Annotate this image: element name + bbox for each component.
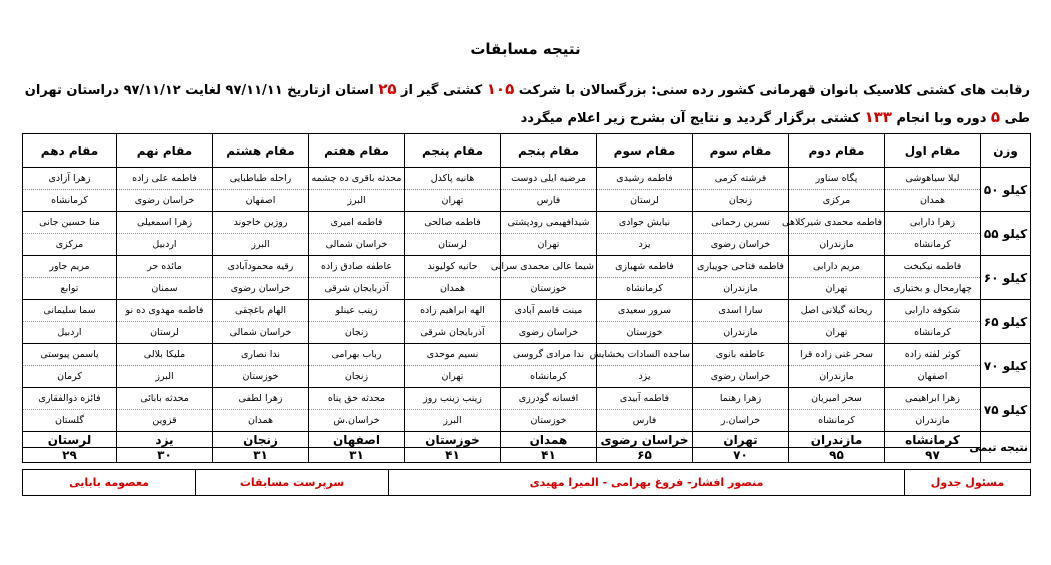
athlete-name: عاطفه صادق زاده — [309, 256, 405, 278]
athlete-province: البرز — [117, 366, 213, 388]
wrestler-count: ۱۰۵ — [486, 80, 515, 98]
weight-row-provinces — [23, 366, 1031, 388]
weight-class-label: کیلو ۷۵ — [981, 388, 1031, 432]
athlete-province: خراسان رضوی — [117, 190, 213, 212]
team-province: لرستان — [23, 432, 117, 448]
team-score: ۴۱ — [405, 448, 501, 463]
athlete-name: نیایش جوادی — [597, 212, 693, 234]
athlete-province: کرمانشاه — [885, 322, 981, 344]
intro-text-3: استان ازتاریخ ۹۷/۱۱/۱۱ لغایت ۹۷/۱۱/۱۲ دراستان تهران طی — [24, 83, 1030, 126]
athlete-province: تهران — [789, 322, 885, 344]
athlete-name: افسانه گودرزی — [501, 388, 597, 410]
athlete-name: زهرا لطفی — [213, 388, 309, 410]
athlete-name: لیلا سیاهوشی — [885, 168, 981, 190]
team-score: ۴۱ — [501, 448, 597, 463]
athlete-province: البرز — [405, 410, 501, 432]
column-header: مقام دهم — [23, 134, 117, 168]
athlete-province: خراسان رضوی — [693, 366, 789, 388]
athlete-name: ندا نصاری — [213, 344, 309, 366]
athlete-name: سرور سعیدی — [597, 300, 693, 322]
column-header: مقام سوم — [597, 134, 693, 168]
athlete-name: ریحانه گیلانی اصل — [789, 300, 885, 322]
table-officer-label: مسئول جدول — [905, 470, 1031, 496]
athlete-province: اردبیل — [23, 322, 117, 344]
athlete-name: فاطمه شهبازی — [597, 256, 693, 278]
athlete-province: خراسان.ر — [693, 410, 789, 432]
athlete-name: کوثر لفته زاده — [885, 344, 981, 366]
signature-table — [22, 469, 1031, 496]
team-result-label: نتیجه تیمی — [981, 432, 1031, 463]
athlete-name: شکوفه دارابی — [885, 300, 981, 322]
athlete-province: تهران — [405, 190, 501, 212]
athlete-province: خراسان رضوی — [501, 322, 597, 344]
weight-row-names — [23, 344, 1031, 366]
athlete-name: محدثه باقری ده چشمه — [309, 168, 405, 190]
athlete-name: رباب بهرامی — [309, 344, 405, 366]
column-header: مقام اول — [885, 134, 981, 168]
column-header: مقام سوم — [693, 134, 789, 168]
athlete-name: نسرین رحمانی — [693, 212, 789, 234]
athlete-name: زهرا ابراهیمی — [885, 388, 981, 410]
athlete-name: زهرا آزادی — [23, 168, 117, 190]
team-province: مازندران — [789, 432, 885, 448]
column-header: مقام پنجم — [501, 134, 597, 168]
weight-row-names — [23, 300, 1031, 322]
team-province: تهران — [693, 432, 789, 448]
athlete-province: کرمانشاه — [597, 278, 693, 300]
athlete-province: کرمانشاه — [501, 366, 597, 388]
athlete-province: مازندران — [885, 410, 981, 432]
athlete-province: توابع — [23, 278, 117, 300]
athlete-province: مازندران — [693, 322, 789, 344]
column-header: مقام هفتم — [309, 134, 405, 168]
athlete-province: تهران — [789, 278, 885, 300]
athlete-name: راحله طباطبایی — [213, 168, 309, 190]
athlete-province: زنجان — [693, 190, 789, 212]
athlete-name: زهرا رهنما — [693, 388, 789, 410]
athlete-name: ساجده السادات بخشایش — [597, 344, 693, 366]
column-header: وزن — [981, 134, 1031, 168]
athlete-province: مرکزی — [23, 234, 117, 256]
column-header: مقام دوم — [789, 134, 885, 168]
athlete-province: خوزستان — [213, 366, 309, 388]
athlete-name: سحر غنی زاده قرا — [789, 344, 885, 366]
team-province: همدان — [501, 432, 597, 448]
column-header: مقام هشتم — [213, 134, 309, 168]
weight-row-names — [23, 256, 1031, 278]
team-score: ۳۰ — [117, 448, 213, 463]
athlete-name: پگاه سناور — [789, 168, 885, 190]
athlete-province: تهران — [501, 234, 597, 256]
supervisor-name: معصومه بابایی — [23, 470, 196, 496]
athlete-province: تهران — [405, 366, 501, 388]
athlete-name: فاطمه صالحی — [405, 212, 501, 234]
athlete-province: قزوین — [117, 410, 213, 432]
athlete-name: مرضیه ایلی دوست — [501, 168, 597, 190]
athlete-province: خراسان شمالی — [309, 234, 405, 256]
weight-row-names — [23, 212, 1031, 234]
athlete-province: البرز — [309, 190, 405, 212]
athlete-province: اردبیل — [117, 234, 213, 256]
athlete-name: فرشته کرمی — [693, 168, 789, 190]
athlete-province: کرمانشاه — [789, 410, 885, 432]
athlete-name: زهرا دارابی — [885, 212, 981, 234]
athlete-name: روژین خاجوند — [213, 212, 309, 234]
intro-paragraph — [20, 76, 1030, 132]
team-score: ۳۱ — [309, 448, 405, 463]
athlete-province: آذربایجان شرقی — [405, 322, 501, 344]
athlete-province: خوزستان — [501, 410, 597, 432]
athlete-name: سارا اسدی — [693, 300, 789, 322]
weight-row-provinces — [23, 278, 1031, 300]
athlete-name: نسیم موحدی — [405, 344, 501, 366]
athlete-province: البرز — [213, 234, 309, 256]
athlete-name: ندا مرادی گروسی — [501, 344, 597, 366]
athlete-province: فارس — [597, 410, 693, 432]
intro-text-1: رقابت های کشتی کلاسیک بانوان قهرمانی کشور رده سنی: بزرگسالان با شرکت — [518, 83, 1030, 98]
athlete-province: خراسان شمالی — [213, 322, 309, 344]
weight-row-names — [23, 168, 1031, 190]
athlete-province: مازندران — [693, 278, 789, 300]
athlete-name: الهام باغچقی — [213, 300, 309, 322]
weight-row-names — [23, 388, 1031, 410]
athlete-name: شیدافهیمی رودپشتی — [501, 212, 597, 234]
athlete-province: مازندران — [789, 366, 885, 388]
team-provinces-row — [23, 432, 1031, 448]
athlete-name: فاطمه نیکبخت — [885, 256, 981, 278]
athlete-province: یزد — [597, 366, 693, 388]
athlete-name: محدثه حق پناه — [309, 388, 405, 410]
athlete-name: مینت قاسم آبادی — [501, 300, 597, 322]
athlete-province: لرستان — [405, 234, 501, 256]
header-row — [23, 134, 1031, 168]
athlete-province: آذربایجان شرقی — [309, 278, 405, 300]
athlete-name: مائده حر — [117, 256, 213, 278]
athlete-name: عاطفه بانوی — [693, 344, 789, 366]
round-count: ۵ — [990, 108, 1001, 126]
athlete-province: گلستان — [23, 410, 117, 432]
athlete-name: فائزه ذوالفقاری — [23, 388, 117, 410]
team-scores-row — [23, 448, 1031, 463]
team-province: کرمانشاه — [885, 432, 981, 448]
team-province: خراسان رضوی — [597, 432, 693, 448]
athlete-name: یاسمن پیوستی — [23, 344, 117, 366]
team-score: ۷۰ — [693, 448, 789, 463]
athlete-name: فاطمه آبیدی — [597, 388, 693, 410]
weight-class-label: کیلو ۵۰ — [981, 168, 1031, 212]
athlete-province: مازندران — [789, 234, 885, 256]
athlete-province: خراسان رضوی — [213, 278, 309, 300]
athlete-name: فاطمه امیری — [309, 212, 405, 234]
team-score: ۶۵ — [597, 448, 693, 463]
weight-class-label: کیلو ۷۰ — [981, 344, 1031, 388]
supervisor-label: سرپرست مسابقات — [196, 470, 389, 496]
athlete-name: منا حسین جانی — [23, 212, 117, 234]
athlete-name: هانیه پاکدل — [405, 168, 501, 190]
results-table — [22, 133, 1031, 463]
province-count: ۲۵ — [378, 80, 397, 98]
intro-text-5: کشتی برگزار گردید و نتایج آن بشرح زیر اعلام میگردد — [520, 111, 860, 126]
athlete-name: الهه ابراهیم زاده — [405, 300, 501, 322]
weight-row-provinces — [23, 322, 1031, 344]
athlete-name: سحر امیریان — [789, 388, 885, 410]
athlete-province: لرستان — [597, 190, 693, 212]
athlete-province: خوزستان — [597, 322, 693, 344]
weight-class-label: کیلو ۶۰ — [981, 256, 1031, 300]
athlete-name: فاطمه محمدی شیرکلاهی — [789, 212, 885, 234]
column-header: مقام نهم — [117, 134, 213, 168]
athlete-name: زینب عینلو — [309, 300, 405, 322]
team-province: زنجان — [213, 432, 309, 448]
athlete-province: اصفهان — [885, 366, 981, 388]
athlete-province: یزد — [597, 234, 693, 256]
weight-row-provinces — [23, 190, 1031, 212]
athlete-province: کرمانشاه — [885, 234, 981, 256]
athlete-province: اصفهان — [213, 190, 309, 212]
athlete-name: مریم دارابی — [789, 256, 885, 278]
athlete-province: خراسان رضوی — [693, 234, 789, 256]
weight-class-label: کیلو ۵۵ — [981, 212, 1031, 256]
athlete-name: زینب زینب روز — [405, 388, 501, 410]
signature-row — [23, 470, 1031, 496]
athlete-province: کرمان — [23, 366, 117, 388]
athlete-name: سما سلیمانی — [23, 300, 117, 322]
team-score: ۹۵ — [789, 448, 885, 463]
athlete-name: شیما عالی محمدی سرابی — [501, 256, 597, 278]
team-province: اصفهان — [309, 432, 405, 448]
weight-row-provinces — [23, 234, 1031, 256]
athlete-name: فاطمه فتاحی جویباری — [693, 256, 789, 278]
athlete-name: فاطمه علی زاده — [117, 168, 213, 190]
athlete-province: لرستان — [117, 322, 213, 344]
athlete-name: فاطمه رشیدی — [597, 168, 693, 190]
athlete-province: زنجان — [309, 322, 405, 344]
athlete-name: ملیکا بلالی — [117, 344, 213, 366]
team-score: ۹۷ — [885, 448, 981, 463]
athlete-province: کرمانشاه — [23, 190, 117, 212]
athlete-name: محدثه بابائی — [117, 388, 213, 410]
athlete-name: رقیه محمودآبادی — [213, 256, 309, 278]
athlete-name: حانیه کولیوند — [405, 256, 501, 278]
athlete-name: مریم جاور — [23, 256, 117, 278]
column-header: مقام پنجم — [405, 134, 501, 168]
weight-class-label: کیلو ۶۵ — [981, 300, 1031, 344]
athlete-province: فارس — [501, 190, 597, 212]
athlete-province: خوزستان — [501, 278, 597, 300]
team-province: خوزستان — [405, 432, 501, 448]
athlete-province: همدان — [885, 190, 981, 212]
team-score: ۲۹ — [23, 448, 117, 463]
intro-text-4: دوره وبا انجام — [896, 111, 987, 126]
team-province: یزد — [117, 432, 213, 448]
intro-text-2: کشتی گیر از — [401, 83, 483, 98]
athlete-province: سمنان — [117, 278, 213, 300]
team-score: ۳۱ — [213, 448, 309, 463]
athlete-name: زهرا اسمعیلی — [117, 212, 213, 234]
weight-row-provinces — [23, 410, 1031, 432]
athlete-province: چهارمحال و بختیاری — [885, 278, 981, 300]
officials-names: منصور افشار- فروغ بهرامی - المیرا مهیدی — [389, 470, 905, 496]
page-title: نتیجه مسابقات — [470, 40, 581, 58]
athlete-province: همدان — [213, 410, 309, 432]
bout-count: ۱۳۳ — [864, 108, 892, 126]
athlete-name: فاطمه مهدوی ده نو — [117, 300, 213, 322]
results-body — [23, 134, 1031, 463]
athlete-province: زنجان — [309, 366, 405, 388]
athlete-province: خراسان.ش — [309, 410, 405, 432]
athlete-province: همدان — [405, 278, 501, 300]
athlete-province: مرکزی — [789, 190, 885, 212]
